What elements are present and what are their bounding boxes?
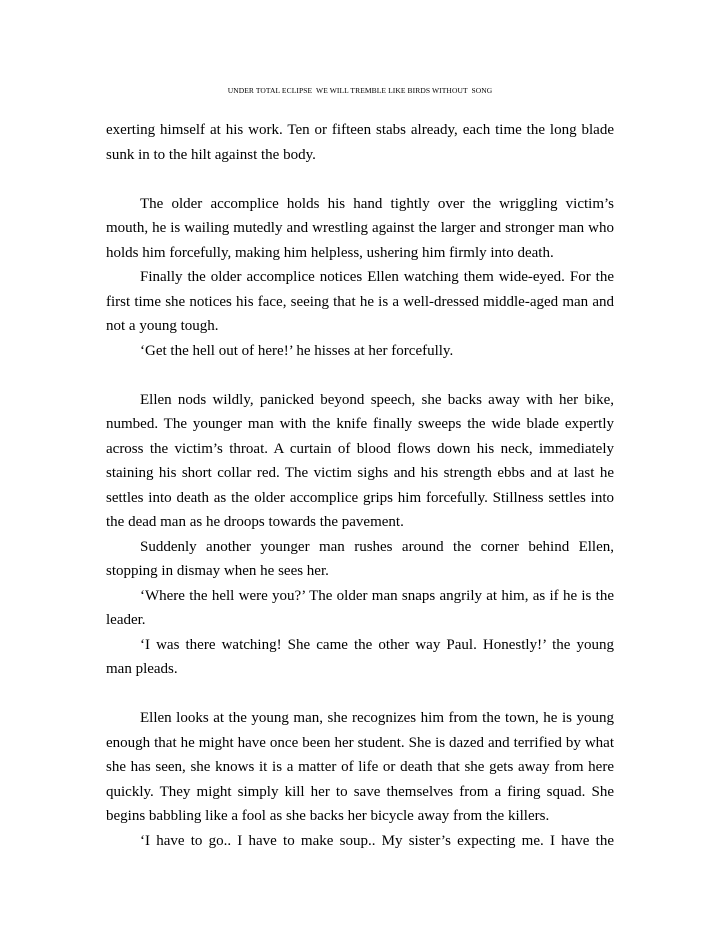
paragraph: ‘I was there watching! She came the other way Paul. Honestly!’ the young man pleads. (106, 636, 614, 677)
body-text (106, 118, 614, 853)
paragraph-gap (106, 363, 614, 388)
paragraph: Finally the older accomplice notices Ellen watching them wide-eyed. For the first time she notices his face, seeing that he is a well-dressed middle-aged man and not a young tough. (106, 269, 614, 334)
paragraph-gap (106, 682, 614, 707)
paragraph: ‘Get the hell out of here!’ he hisses at her forcefully. (140, 342, 454, 359)
paragraph: exerting himself at his work. Ten or fifteen stabs already, each time the long blade sunk in to the hilt against the body. (106, 122, 614, 163)
running-header: UNDER TOTAL ECLIPSE WE WILL TREMBLE LIKE BIRDS WITHOUT SONG (227, 86, 493, 95)
paragraph-gap (106, 167, 614, 192)
paragraph: The older accomplice holds his hand tightly over the wriggling victim’s mouth, he is wailing mutedly and wrestling against the larger and stronger man who holds him forcefully, making him helpless, ushering him firmly into death. (106, 195, 614, 261)
paragraph: ‘Where the hell were you?’ The older man snaps angrily at him, as if he is the leader. (106, 587, 614, 628)
paragraph: ‘I have to go.. I have to make soup.. My sister’s expecting me. I have the (140, 832, 614, 849)
paragraph: Ellen looks at the young man, she recognizes him from the town, he is young enough that he might have once been her student. She is dazed and terrified by what she has seen, she knows it is a matter of life or death that she gets away from here quickly. They might simply kill her to save themselves from a firing squad. She begins babbling like a fool as she backs her bicycle away from the killers. (106, 710, 614, 824)
paragraph: Suddenly another younger man rushes around the corner behind Ellen, stopping in dismay when he sees her. (106, 538, 614, 579)
paragraph: Ellen nods wildly, panicked beyond speech, she backs away with her bike, numbed. The younger man with the knife finally sweeps the wide blade expertly across the victim’s throat. A curtain of blood flows down his neck, immediately staining his short collar red. The victim sighs and his strength ebbs and at last he settles into death as the older accomplice grips him forcefully. Stillness settles into the dead man as he droops towards the pavement. (106, 391, 614, 530)
